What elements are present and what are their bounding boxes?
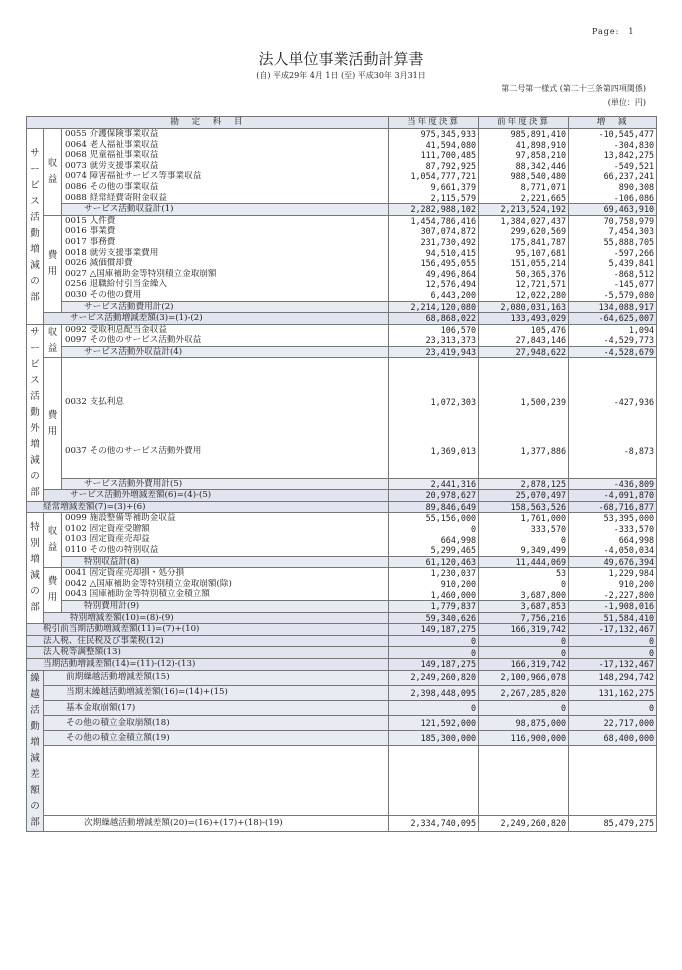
header-change: 増 減 bbox=[569, 117, 657, 129]
blank-row bbox=[27, 774, 657, 788]
blank-row bbox=[27, 467, 657, 478]
blank-row bbox=[27, 746, 657, 760]
row-previous: 1,384,027,437 bbox=[479, 215, 569, 226]
row-previous: 3,687,800 bbox=[479, 589, 569, 600]
row-current: 121,592,000 bbox=[389, 715, 479, 730]
blank-cell bbox=[389, 746, 479, 760]
row-label: 0088 経常経費寄附金収益 bbox=[62, 193, 389, 204]
row-previous: 9,349,499 bbox=[479, 545, 569, 556]
blank-cell bbox=[569, 788, 657, 802]
row-current: 149,187,275 bbox=[389, 624, 479, 636]
row-current: 55,156,000 bbox=[389, 513, 479, 524]
row-label: 0026 減価償却費 bbox=[62, 258, 389, 269]
table-row bbox=[27, 589, 657, 600]
blank-cell bbox=[44, 760, 389, 774]
row-current: 2,249,260,820 bbox=[389, 670, 479, 685]
row-label: 税引前当期活動増減差額(11)=(7)+(10) bbox=[27, 624, 389, 636]
row-change: 134,088,917 bbox=[569, 301, 657, 313]
subtotal-row bbox=[27, 478, 657, 490]
blank-cell bbox=[569, 760, 657, 774]
row-change: 70,758,979 bbox=[569, 215, 657, 226]
blank-cell bbox=[479, 788, 569, 802]
blank-row bbox=[27, 456, 657, 467]
row-previous: 3,687,853 bbox=[479, 601, 569, 613]
row-current: 307,074,872 bbox=[389, 226, 479, 237]
total-row bbox=[27, 313, 657, 325]
blank-cell bbox=[44, 774, 389, 788]
blank-cell bbox=[479, 456, 569, 467]
row-change: 131,162,275 bbox=[569, 685, 657, 700]
blank-cell bbox=[389, 456, 479, 467]
row-previous: 50,365,376 bbox=[479, 269, 569, 280]
table-row bbox=[27, 545, 657, 556]
activity-statement-table bbox=[26, 116, 657, 832]
row-change: 0 bbox=[569, 700, 657, 715]
table-row bbox=[27, 358, 657, 446]
row-previous: 53 bbox=[479, 568, 569, 579]
row-change: -145,077 bbox=[569, 279, 657, 290]
row-change: -597,266 bbox=[569, 248, 657, 259]
row-change: -1,908,016 bbox=[569, 601, 657, 613]
row-label: 0102 固定資産受贈額 bbox=[62, 524, 389, 535]
blank-cell bbox=[389, 760, 479, 774]
row-label: 基本金取崩額(17) bbox=[44, 700, 389, 715]
total-row bbox=[27, 635, 657, 647]
row-label: 0032 支払利息 bbox=[62, 358, 389, 446]
row-previous: 1,377,886 bbox=[479, 446, 569, 457]
row-previous: 151,055,214 bbox=[479, 258, 569, 269]
row-label: 0256 退職給付引当金繰入 bbox=[62, 279, 389, 290]
row-previous: 2,249,260,820 bbox=[479, 816, 569, 831]
section-nonservice: サービス活動外増減の部 bbox=[27, 324, 44, 501]
row-label: 0092 受取利息配当金収益 bbox=[62, 324, 389, 335]
row-label: サービス活動外費用計(5) bbox=[62, 478, 389, 490]
row-current: 0 bbox=[389, 524, 479, 535]
row-label: サービス活動増減差額(3)=(1)-(2) bbox=[44, 313, 389, 325]
blank-row bbox=[27, 788, 657, 802]
table-row bbox=[27, 579, 657, 590]
row-label: 0037 その他のサービス活動外費用 bbox=[62, 446, 389, 457]
row-previous: 8,771,071 bbox=[479, 182, 569, 193]
fiscal-period: (自) 平成29年 4月 1日 (至) 平成30年 3月31日 bbox=[256, 71, 426, 80]
row-current: 94,510,415 bbox=[389, 248, 479, 259]
row-change: -4,091,870 bbox=[569, 490, 657, 502]
row-previous: 97,858,210 bbox=[479, 150, 569, 161]
row-current: 2,398,448,095 bbox=[389, 685, 479, 700]
row-current: 664,998 bbox=[389, 534, 479, 545]
group-income: 収益 bbox=[44, 513, 62, 568]
table-row bbox=[27, 248, 657, 259]
subtotal-row bbox=[27, 601, 657, 613]
row-change: -4,529,773 bbox=[569, 335, 657, 346]
subtotal-row bbox=[27, 204, 657, 216]
row-label: 特別収益計(8) bbox=[62, 556, 389, 568]
row-label: 0041 固定資産売却損・処分損 bbox=[62, 568, 389, 579]
row-current: 185,300,000 bbox=[389, 731, 479, 746]
row-current: 9,661,379 bbox=[389, 182, 479, 193]
subtotal-row bbox=[27, 685, 657, 700]
row-change: -5,579,080 bbox=[569, 290, 657, 301]
row-label: サービス活動収益計(1) bbox=[62, 204, 389, 216]
row-label: 0064 老人福祉事業収益 bbox=[62, 140, 389, 151]
table-row bbox=[27, 534, 657, 545]
row-previous: 988,540,480 bbox=[479, 171, 569, 182]
blank-cell bbox=[569, 467, 657, 478]
row-label: 0043 国庫補助金等特別積立金積立額 bbox=[62, 589, 389, 600]
row-label: 0103 固定資産売却益 bbox=[62, 534, 389, 545]
blank-cell bbox=[479, 746, 569, 760]
row-current: 2,115,579 bbox=[389, 193, 479, 204]
row-current: 23,313,373 bbox=[389, 335, 479, 346]
group-income: 収益 bbox=[44, 324, 62, 358]
row-change: 13,842,275 bbox=[569, 150, 657, 161]
blank-cell bbox=[62, 456, 389, 467]
row-current: 1,460,000 bbox=[389, 589, 479, 600]
row-current: 231,730,492 bbox=[389, 237, 479, 248]
row-change: -8,873 bbox=[569, 446, 657, 457]
row-previous: 299,620,569 bbox=[479, 226, 569, 237]
subtotal-row bbox=[27, 556, 657, 568]
row-label: 0015 人件費 bbox=[62, 215, 389, 226]
table-row bbox=[27, 446, 657, 457]
blank-cell bbox=[389, 467, 479, 478]
row-label: 0030 その他の費用 bbox=[62, 290, 389, 301]
row-previous: 1,761,000 bbox=[479, 513, 569, 524]
row-change: 69,463,910 bbox=[569, 204, 657, 216]
blank-cell bbox=[389, 774, 479, 788]
table-row bbox=[27, 290, 657, 301]
row-label: 0110 その他の特別収益 bbox=[62, 545, 389, 556]
row-current: 111,700,485 bbox=[389, 150, 479, 161]
row-label: 特別増減差額(10)=(8)-(9) bbox=[44, 612, 389, 624]
row-current: 2,441,316 bbox=[389, 478, 479, 490]
row-change: -106,086 bbox=[569, 193, 657, 204]
row-current: 20,978,627 bbox=[389, 490, 479, 502]
blank-cell bbox=[44, 801, 389, 815]
row-change: -868,512 bbox=[569, 269, 657, 280]
group-expense: 費用 bbox=[44, 358, 62, 490]
row-change: -68,716,877 bbox=[569, 501, 657, 513]
subtotal-row bbox=[27, 670, 657, 685]
row-label: 0086 その他の事業収益 bbox=[62, 182, 389, 193]
table-row bbox=[27, 568, 657, 579]
row-change: 51,584,410 bbox=[569, 612, 657, 624]
header-current: 当年度決算 bbox=[389, 117, 479, 129]
row-current: 1,369,013 bbox=[389, 446, 479, 457]
row-change: 49,676,394 bbox=[569, 556, 657, 568]
header-account: 勘 定 科 目 bbox=[27, 117, 389, 129]
row-label: 0017 事務費 bbox=[62, 237, 389, 248]
row-label: その他の積立金積立額(19) bbox=[44, 731, 389, 746]
subtotal-row bbox=[27, 346, 657, 358]
row-label: その他の積立金取崩額(18) bbox=[44, 715, 389, 730]
row-change: -17,132,467 bbox=[569, 624, 657, 636]
row-current: 149,187,275 bbox=[389, 659, 479, 671]
row-change: 68,400,000 bbox=[569, 731, 657, 746]
row-current: 0 bbox=[389, 647, 479, 659]
row-previous: 2,878,125 bbox=[479, 478, 569, 490]
row-label: サービス活動外増減差額(6)=(4)-(5) bbox=[44, 490, 389, 502]
row-previous: 88,342,446 bbox=[479, 161, 569, 172]
blank-cell bbox=[389, 801, 479, 815]
blank-cell bbox=[44, 788, 389, 802]
row-change: -549,521 bbox=[569, 161, 657, 172]
table-row bbox=[27, 140, 657, 151]
table-row bbox=[27, 193, 657, 204]
row-change: -64,625,007 bbox=[569, 313, 657, 325]
row-previous: 175,841,787 bbox=[479, 237, 569, 248]
final-total-row bbox=[27, 816, 657, 831]
row-label: 法人税等調整額(13) bbox=[27, 647, 389, 659]
blank-cell bbox=[479, 760, 569, 774]
table-header-row bbox=[27, 117, 657, 129]
row-change: 53,395,000 bbox=[569, 513, 657, 524]
table-row bbox=[27, 269, 657, 280]
row-previous: 105,476 bbox=[479, 324, 569, 335]
row-label: 0016 事業費 bbox=[62, 226, 389, 237]
total-row bbox=[27, 659, 657, 671]
row-current: 68,868,022 bbox=[389, 313, 479, 325]
row-current: 6,443,200 bbox=[389, 290, 479, 301]
table-row bbox=[27, 182, 657, 193]
row-change: 1,094 bbox=[569, 324, 657, 335]
row-label: 経常増減差額(7)=(3)+(6) bbox=[27, 501, 389, 513]
row-label: 特別費用計(9) bbox=[62, 601, 389, 613]
row-previous: 12,022,280 bbox=[479, 290, 569, 301]
row-change: 5,439,841 bbox=[569, 258, 657, 269]
row-previous: 12,721,571 bbox=[479, 279, 569, 290]
document-title: 法人単位事業活動計算書 bbox=[258, 50, 424, 68]
row-current: 1,054,777,721 bbox=[389, 171, 479, 182]
row-previous: 2,080,031,163 bbox=[479, 301, 569, 313]
blank-cell bbox=[479, 774, 569, 788]
row-label: 0074 障害福祉サービス等事業収益 bbox=[62, 171, 389, 182]
row-current: 23,419,943 bbox=[389, 346, 479, 358]
blank-cell bbox=[389, 788, 479, 802]
page-number: Page: 1 bbox=[592, 27, 635, 36]
table-row bbox=[27, 279, 657, 290]
total-row bbox=[27, 647, 657, 659]
subtotal-row bbox=[27, 731, 657, 746]
row-current: 59,340,626 bbox=[389, 612, 479, 624]
row-previous: 41,898,910 bbox=[479, 140, 569, 151]
header-previous: 前年度決算 bbox=[479, 117, 569, 129]
table-row bbox=[27, 129, 657, 140]
blank-cell bbox=[62, 467, 389, 478]
total-row bbox=[27, 624, 657, 636]
row-change: -436,809 bbox=[569, 478, 657, 490]
total-row bbox=[27, 501, 657, 513]
row-current: 1,072,303 bbox=[389, 358, 479, 446]
row-previous: 1,500,239 bbox=[479, 358, 569, 446]
row-current: 41,594,080 bbox=[389, 140, 479, 151]
row-previous: 2,213,524,192 bbox=[479, 204, 569, 216]
row-previous: 7,756,216 bbox=[479, 612, 569, 624]
group-income: 収益 bbox=[44, 129, 62, 216]
row-label: 当期末繰越活動増減差額(16)=(14)+(15) bbox=[44, 685, 389, 700]
row-previous: 166,319,742 bbox=[479, 659, 569, 671]
row-current: 0 bbox=[389, 635, 479, 647]
row-current: 106,570 bbox=[389, 324, 479, 335]
row-label: 当期活動増減差額(14)=(11)-(12)-(13) bbox=[27, 659, 389, 671]
table-row bbox=[27, 324, 657, 335]
row-current: 5,299,465 bbox=[389, 545, 479, 556]
row-current: 156,495,055 bbox=[389, 258, 479, 269]
table-row bbox=[27, 161, 657, 172]
row-previous: 27,843,146 bbox=[479, 335, 569, 346]
row-label: 0099 施設整備等補助金収益 bbox=[62, 513, 389, 524]
row-change: 910,200 bbox=[569, 579, 657, 590]
row-previous: 133,493,029 bbox=[479, 313, 569, 325]
row-label: 0073 就労支援事業収益 bbox=[62, 161, 389, 172]
row-current: 1,779,837 bbox=[389, 601, 479, 613]
row-previous: 2,221,665 bbox=[479, 193, 569, 204]
row-label: サービス活動外収益計(4) bbox=[62, 346, 389, 358]
subtotal-row bbox=[27, 715, 657, 730]
row-previous: 116,900,000 bbox=[479, 731, 569, 746]
row-current: 1,454,786,416 bbox=[389, 215, 479, 226]
row-current: 975,345,933 bbox=[389, 129, 479, 140]
total-row bbox=[27, 612, 657, 624]
row-previous: 0 bbox=[479, 635, 569, 647]
row-previous: 2,100,966,078 bbox=[479, 670, 569, 685]
row-label: 0042 △国庫補助金等特別積立金取崩額(除) bbox=[62, 579, 389, 590]
row-change: 664,998 bbox=[569, 534, 657, 545]
row-current: 2,214,120,080 bbox=[389, 301, 479, 313]
row-change: 7,454,303 bbox=[569, 226, 657, 237]
table-row bbox=[27, 215, 657, 226]
blank-cell bbox=[479, 801, 569, 815]
group-expense: 費用 bbox=[44, 215, 62, 312]
form-name: 第二号第一様式 (第二十三条第四項関係) bbox=[501, 84, 646, 93]
section-carryover: 繰越活動増減差額の部 bbox=[27, 670, 44, 831]
blank-cell bbox=[44, 746, 389, 760]
row-change: 0 bbox=[569, 635, 657, 647]
row-label: 0055 介護保険事業収益 bbox=[62, 129, 389, 140]
blank-row bbox=[27, 760, 657, 774]
row-previous: 0 bbox=[479, 579, 569, 590]
row-previous: 0 bbox=[479, 700, 569, 715]
row-current: 12,576,494 bbox=[389, 279, 479, 290]
row-label: 0068 児童福祉事業収益 bbox=[62, 150, 389, 161]
row-change: -4,528,679 bbox=[569, 346, 657, 358]
row-label: 0027 △国庫補助金等特別積立金取崩額 bbox=[62, 269, 389, 280]
row-current: 910,200 bbox=[389, 579, 479, 590]
blank-cell bbox=[569, 774, 657, 788]
row-label: 0018 就労支援事業費用 bbox=[62, 248, 389, 259]
group-expense: 費用 bbox=[44, 568, 62, 612]
table-row bbox=[27, 258, 657, 269]
row-change: -4,050,034 bbox=[569, 545, 657, 556]
blank-row bbox=[27, 801, 657, 815]
unit-label: (単位：円) bbox=[607, 98, 646, 107]
row-previous: 11,444,069 bbox=[479, 556, 569, 568]
row-change: -10,545,477 bbox=[569, 129, 657, 140]
row-change: -333,570 bbox=[569, 524, 657, 535]
row-label: 0097 その他のサービス活動外収益 bbox=[62, 335, 389, 346]
row-current: 2,282,988,102 bbox=[389, 204, 479, 216]
row-change: -427,936 bbox=[569, 358, 657, 446]
row-change: 66,237,241 bbox=[569, 171, 657, 182]
table-row bbox=[27, 513, 657, 524]
table-row bbox=[27, 237, 657, 248]
row-change: 85,479,275 bbox=[569, 816, 657, 831]
total-row bbox=[27, 490, 657, 502]
row-previous: 0 bbox=[479, 647, 569, 659]
row-label: サービス活動費用計(2) bbox=[62, 301, 389, 313]
row-previous: 25,070,497 bbox=[479, 490, 569, 502]
section-service: サービス活動増減の部 bbox=[27, 129, 44, 325]
table-row bbox=[27, 150, 657, 161]
subtotal-row bbox=[27, 301, 657, 313]
row-change: 1,229,984 bbox=[569, 568, 657, 579]
blank-cell bbox=[569, 746, 657, 760]
row-current: 2,334,740,095 bbox=[389, 816, 479, 831]
row-change: 0 bbox=[569, 647, 657, 659]
row-change: 55,888,705 bbox=[569, 237, 657, 248]
row-current: 61,120,463 bbox=[389, 556, 479, 568]
row-previous: 27,948,622 bbox=[479, 346, 569, 358]
subtotal-row bbox=[27, 700, 657, 715]
row-previous: 985,891,410 bbox=[479, 129, 569, 140]
row-previous: 158,563,526 bbox=[479, 501, 569, 513]
row-label: 前期繰越活動増減差額(15) bbox=[44, 670, 389, 685]
table-row bbox=[27, 226, 657, 237]
section-special: 特別増減の部 bbox=[27, 513, 44, 624]
row-current: 1,230,037 bbox=[389, 568, 479, 579]
row-label: 次期繰越活動増減差額(20)=(16)+(17)+(18)-(19) bbox=[44, 816, 389, 831]
row-previous: 2,267,285,820 bbox=[479, 685, 569, 700]
row-current: 0 bbox=[389, 700, 479, 715]
row-change: 22,717,000 bbox=[569, 715, 657, 730]
row-previous: 95,107,681 bbox=[479, 248, 569, 259]
row-label: 法人税、住民税及び事業税(12) bbox=[27, 635, 389, 647]
table-row bbox=[27, 335, 657, 346]
row-change: 890,308 bbox=[569, 182, 657, 193]
blank-cell bbox=[479, 467, 569, 478]
blank-cell bbox=[569, 456, 657, 467]
row-current: 87,792,925 bbox=[389, 161, 479, 172]
row-previous: 166,319,742 bbox=[479, 624, 569, 636]
table-row bbox=[27, 171, 657, 182]
row-previous: 333,570 bbox=[479, 524, 569, 535]
row-change: 148,294,742 bbox=[569, 670, 657, 685]
table-row bbox=[27, 524, 657, 535]
row-change: -17,132,467 bbox=[569, 659, 657, 671]
row-change: -304,830 bbox=[569, 140, 657, 151]
row-previous: 98,875,000 bbox=[479, 715, 569, 730]
blank-cell bbox=[569, 801, 657, 815]
row-change: -2,227,800 bbox=[569, 589, 657, 600]
row-current: 89,846,649 bbox=[389, 501, 479, 513]
row-previous: 0 bbox=[479, 534, 569, 545]
row-current: 49,496,864 bbox=[389, 269, 479, 280]
